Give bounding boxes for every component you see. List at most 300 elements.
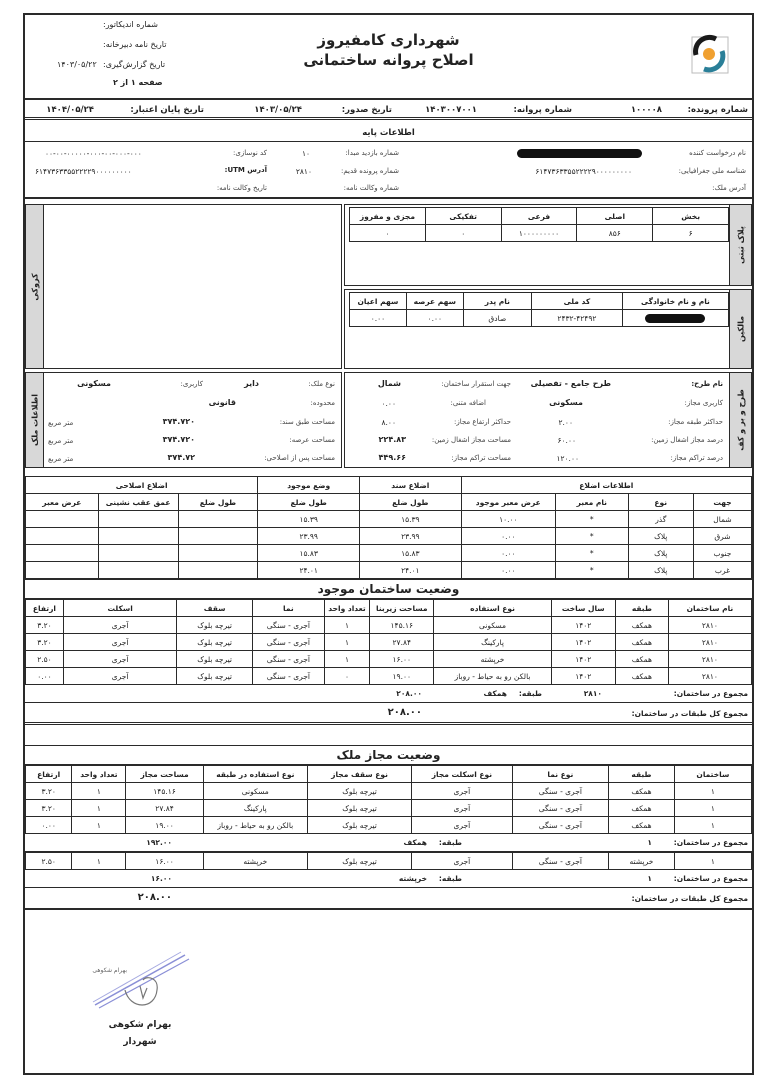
existing-header-8: اسکلت bbox=[63, 600, 176, 617]
basic-info-title: اطلاعات پایه bbox=[25, 124, 752, 142]
existing-row-cell-8: آجری bbox=[63, 651, 176, 668]
existing-header-4: مساحت زیربنا bbox=[370, 600, 434, 617]
municipality-name: شهرداری کامفیروز bbox=[317, 31, 460, 49]
owners-header-1: کد ملی bbox=[531, 293, 622, 310]
sides-header-5: طول ضلع bbox=[258, 494, 360, 511]
applicant-label: نام درخواست کننده bbox=[689, 149, 746, 157]
sides-row-cell-1: پلاک bbox=[628, 562, 693, 579]
existing-row-cell-0: ۲۸۱۰ bbox=[668, 634, 751, 651]
owners-cell-4: ۰.۰۰ bbox=[350, 310, 407, 327]
sides-header-0: جهت bbox=[693, 494, 751, 511]
existing-row bbox=[26, 651, 752, 668]
allowed-sum-b-building: ۱ bbox=[647, 874, 652, 883]
sides-row-cell-1: گذر bbox=[628, 511, 693, 528]
max-floors-label: حداکثر طبقه مجاز: bbox=[668, 418, 723, 426]
permit-no: ۱۴۰۳۰۰۷۰۰۱ bbox=[425, 105, 477, 115]
allowed-row-cell-5: خرپشته bbox=[203, 853, 307, 870]
existing-sum-floor-label: طبقه: bbox=[518, 689, 542, 698]
allowed-sum-b-floor-label: طبقه: bbox=[438, 874, 462, 883]
owners-cell-3: ۰.۰۰ bbox=[406, 310, 463, 327]
existing-row-cell-3: بالکن رو به حیاط - روباز bbox=[434, 668, 551, 685]
existing-sum-value: ۲۰۸.۰۰ bbox=[396, 689, 422, 698]
address-label: آدرس ملک: bbox=[712, 184, 746, 192]
allowed-row-cell-3: آجری bbox=[412, 853, 512, 870]
allowed-sum-b-value: ۱۶.۰۰ bbox=[150, 874, 172, 883]
allowed-sum-a-value: ۱۹۲.۰۰ bbox=[146, 838, 172, 847]
basic-info-section bbox=[25, 124, 752, 199]
existing-row bbox=[26, 617, 752, 634]
allowed-row-cell-0: ۱ bbox=[674, 800, 751, 817]
sides-group-info: اطلاعات اضلاع bbox=[461, 477, 751, 494]
after-fix-area: ۳۷۴.۷۲ bbox=[167, 453, 195, 462]
plate-cell-1: ۸۵۶ bbox=[577, 225, 653, 242]
sides-row bbox=[26, 528, 752, 545]
allowed-sum-row-b bbox=[25, 870, 752, 888]
sides-row-cell-4: ۲۴.۰۱ bbox=[360, 562, 462, 579]
owners-label-text: مالکین bbox=[736, 315, 745, 343]
plan-info-label-text: طرح و بر و کف bbox=[736, 389, 745, 451]
existing-building-section bbox=[25, 578, 752, 725]
sides-row-cell-5: ۲۴.۰۱ bbox=[258, 562, 360, 579]
visit-no: ۱۰ bbox=[301, 149, 310, 158]
allowed-sum-b-label: مجموع در ساختمان: bbox=[673, 874, 748, 883]
plate-header-1: اصلی bbox=[577, 208, 653, 225]
sides-row-cell-6 bbox=[178, 562, 258, 579]
allowed-row-cell-6: ۱۴۵.۱۶ bbox=[126, 783, 203, 800]
existing-row-cell-9: ۰.۰۰ bbox=[26, 668, 64, 685]
max-height: ۸.۰۰ bbox=[381, 418, 396, 427]
allowed-header-7: تعداد واحد bbox=[72, 766, 126, 783]
old-case-label: شماره پرونده قدیم: bbox=[340, 167, 399, 175]
expiry-date-label: تاریخ پایان اعتبار: bbox=[130, 105, 204, 115]
deed-area-unit: متر مربع bbox=[48, 419, 74, 427]
property-type: دایر bbox=[244, 379, 259, 388]
permit-no-label: شماره پروانه: bbox=[513, 105, 572, 115]
sides-row-cell-7 bbox=[98, 528, 178, 545]
sides-row-cell-1: پلاک bbox=[628, 528, 693, 545]
allowed-use: مسکونی bbox=[549, 398, 583, 407]
plate-header-3: تفکیکی bbox=[425, 208, 501, 225]
plate-cell-4: ۰ bbox=[350, 225, 426, 242]
density-pct: ۱۲۰.۰۰ bbox=[556, 454, 579, 463]
allowed-row-cell-5: مسکونی bbox=[203, 783, 307, 800]
existing-sum-building: ۲۸۱۰ bbox=[583, 689, 602, 698]
sides-row-cell-5: ۲۳.۹۹ bbox=[258, 528, 360, 545]
sides-row-cell-6 bbox=[178, 511, 258, 528]
plan-name: طرح جامع - تفصیلی bbox=[530, 379, 611, 388]
sides-group-corrected: اضلاع اصلاحی bbox=[26, 477, 258, 494]
existing-row-cell-4: ۱۶.۰۰ bbox=[370, 651, 434, 668]
document-title: اصلاح پروانه ساختمانی bbox=[303, 51, 474, 69]
sides-row-cell-0: شرق bbox=[693, 528, 751, 545]
owners-side-label bbox=[729, 290, 751, 368]
sides-group-existing: وضع موجود bbox=[258, 477, 360, 494]
sides-row-cell-7 bbox=[98, 562, 178, 579]
sides-row-cell-3: ۱۰.۰۰ bbox=[461, 511, 555, 528]
existing-header-2: سال ساخت bbox=[551, 600, 615, 617]
lot-area-unit: متر مربع bbox=[48, 437, 74, 445]
existing-header-7: سقف bbox=[177, 600, 253, 617]
existing-row-cell-6: آجری - سنگی bbox=[252, 617, 324, 634]
allowed-row-cell-1: همکف bbox=[609, 817, 675, 834]
allowed-header-0: ساختمان bbox=[674, 766, 751, 783]
property-type-label: نوع ملک: bbox=[308, 380, 335, 388]
sides-row-cell-2: * bbox=[556, 545, 629, 562]
existing-row-cell-9: ۲.۵۰ bbox=[26, 651, 64, 668]
existing-total-label: مجموع کل طبقات در ساختمان: bbox=[631, 709, 748, 718]
existing-building-table bbox=[25, 599, 752, 685]
visit-no-label: شماره بازدید مبدا: bbox=[345, 149, 399, 157]
existing-row-cell-3: خرپشته bbox=[434, 651, 551, 668]
allowed-row-cell-3: آجری bbox=[412, 817, 512, 834]
existing-row-cell-1: همکف bbox=[615, 634, 668, 651]
page-indicator: صفحه ۱ از ۲ bbox=[113, 78, 163, 87]
sides-header-1: نوع bbox=[628, 494, 693, 511]
allowed-row-cell-7: ۱ bbox=[72, 783, 126, 800]
allowed-total-row bbox=[25, 888, 752, 910]
owners-cell-1: ۲۴۳۲-۴۲۴۹۲ bbox=[531, 310, 622, 327]
property-info-side-label bbox=[26, 373, 44, 467]
owners-header-2: نام پدر bbox=[463, 293, 531, 310]
existing-building-title: وضعیت ساختمان موجود bbox=[25, 580, 752, 599]
sides-row-cell-5: ۱۵.۸۳ bbox=[258, 545, 360, 562]
existing-row-cell-5: ۱ bbox=[324, 634, 369, 651]
sides-header-7: عمق عقب نشینی bbox=[98, 494, 178, 511]
sketch-box bbox=[25, 204, 342, 369]
sides-row-cell-0: شمال bbox=[693, 511, 751, 528]
existing-row-cell-7: تیرچه بلوک bbox=[177, 651, 253, 668]
after-fix-area-unit: متر مربع bbox=[48, 455, 74, 463]
existing-row-cell-2: ۱۴۰۲ bbox=[551, 668, 615, 685]
geo-id-label: شناسه ملی جغرافیایی: bbox=[678, 167, 746, 175]
utm-value: ۶۱۴۷۳۶۳۳۵۵۲۲۲۲۹۰۰۰۰۰۰۰۰۰ bbox=[35, 167, 132, 176]
allowed-status-table-a bbox=[25, 765, 752, 834]
sides-row-cell-7 bbox=[98, 511, 178, 528]
power-date-label: تاریخ وکالت نامه: bbox=[216, 184, 267, 192]
existing-row-cell-8: آجری bbox=[63, 634, 176, 651]
sides-row-cell-3: ۰.۰۰ bbox=[461, 528, 555, 545]
existing-row-cell-0: ۲۸۱۰ bbox=[668, 651, 751, 668]
allowed-row-cell-3: آجری bbox=[412, 800, 512, 817]
deed-area: ۳۷۴.۷۲۰ bbox=[162, 417, 195, 426]
allowed-row-cell-5: بالکن رو به حیاط - روباز bbox=[203, 817, 307, 834]
sides-header-4: طول ضلع bbox=[360, 494, 462, 511]
issue-date-label: تاریخ صدور: bbox=[341, 105, 392, 115]
indicator-label: شماره اندیکاتور: bbox=[103, 20, 159, 29]
existing-header-1: طبقه bbox=[615, 600, 668, 617]
sides-row-cell-3: ۰.۰۰ bbox=[461, 562, 555, 579]
renovation-code: ۰۰-۰۰-۰۰۰۰۰-۰۰۰-۰۰-۰۰۰-۰۰۰ bbox=[45, 149, 142, 158]
existing-sum-row bbox=[25, 685, 752, 703]
allowed-sum-a-floor-label: طبقه: bbox=[438, 838, 462, 847]
existing-row-cell-8: آجری bbox=[63, 668, 176, 685]
registry-plate-side-label bbox=[729, 205, 751, 285]
existing-row-cell-4: ۲۷.۸۴ bbox=[370, 634, 434, 651]
existing-total-value: ۲۰۸.۰۰ bbox=[387, 707, 422, 718]
extra-height-label: اضافه متنی: bbox=[450, 399, 486, 407]
owners-header-0: نام و نام خانوادگی bbox=[622, 293, 728, 310]
zone-value: قانونی bbox=[208, 398, 236, 407]
density-pct-label: درصد تراکم مجاز: bbox=[670, 454, 723, 462]
sides-row-cell-2: * bbox=[556, 511, 629, 528]
case-no-label: شماره پرونده: bbox=[687, 105, 748, 115]
renovation-code-label: کد نوسازی: bbox=[232, 149, 267, 157]
existing-row bbox=[26, 668, 752, 685]
mayor-name: بهرام شکوهی bbox=[108, 1020, 172, 1030]
plan-name-label: نام طرح: bbox=[691, 380, 723, 388]
allowed-row-cell-4: تیرچه بلوک bbox=[307, 783, 411, 800]
orientation: شمال bbox=[377, 379, 401, 388]
after-fix-area-label: مساحت پس از اصلاحی: bbox=[264, 454, 335, 462]
lot-area-label: مساحت عرصه: bbox=[289, 436, 335, 444]
allowed-row-cell-2: آجری - سنگی bbox=[512, 783, 609, 800]
allowed-row-cell-5: پارکینگ bbox=[203, 800, 307, 817]
case-no: ۱۰۰۰۰۸ bbox=[630, 105, 662, 115]
allowed-status-table-b bbox=[25, 852, 752, 870]
sides-header-6: طول ضلع bbox=[178, 494, 258, 511]
sides-row-cell-4: ۱۵.۸۳ bbox=[360, 545, 462, 562]
owners-box bbox=[344, 289, 752, 369]
old-case-no: ۲۸۱۰ bbox=[295, 167, 312, 176]
allowed-header-2: نوع نما bbox=[512, 766, 609, 783]
existing-row-cell-2: ۱۴۰۲ bbox=[551, 634, 615, 651]
secretariat-date-label: تاریخ نامه دبیرخانه: bbox=[103, 40, 167, 49]
occupancy-area-label: مساحت مجاز اشغال زمین: bbox=[431, 436, 511, 444]
sides-row bbox=[26, 562, 752, 579]
allowed-row-cell-8: ۲.۵۰ bbox=[26, 853, 72, 870]
max-floors: ۲.۰۰ bbox=[558, 418, 573, 427]
registry-plate-label-text: پلاک ثبتی bbox=[736, 226, 745, 264]
existing-row-cell-5: ۱ bbox=[324, 617, 369, 634]
permit-bar bbox=[25, 100, 752, 120]
sides-section bbox=[25, 476, 752, 579]
existing-row-cell-5: ۱ bbox=[324, 651, 369, 668]
permit-document bbox=[23, 13, 754, 1075]
property-usage-label: کاربری: bbox=[180, 380, 203, 388]
sides-row-cell-3: ۰.۰۰ bbox=[461, 545, 555, 562]
svg-text:بهرام شکوهی: بهرام شکوهی bbox=[92, 967, 127, 974]
extra-height: ۰.۰۰ bbox=[381, 399, 396, 408]
existing-row-cell-7: تیرچه بلوک bbox=[177, 617, 253, 634]
allowed-sum-b-floor: خرپشته bbox=[398, 874, 427, 883]
existing-row-cell-4: ۱۴۵.۱۶ bbox=[370, 617, 434, 634]
report-date-label: تاریخ گزارش‌گیری: bbox=[103, 60, 166, 69]
existing-row-cell-7: تیرچه بلوک bbox=[177, 668, 253, 685]
occupancy-area: ۲۲۴.۸۳ bbox=[378, 435, 406, 444]
existing-header-9: ارتفاع bbox=[26, 600, 64, 617]
mayor-role: شهردار bbox=[123, 1037, 157, 1047]
existing-row-cell-6: آجری - سنگی bbox=[252, 651, 324, 668]
occupancy-pct: ۶۰.۰۰ bbox=[557, 436, 576, 445]
sides-row-cell-8 bbox=[26, 528, 99, 545]
max-height-label: حداکثر ارتفاع مجاز: bbox=[454, 418, 511, 426]
existing-row-cell-9: ۳.۲۰ bbox=[26, 617, 64, 634]
allowed-row-cell-7: ۱ bbox=[72, 817, 126, 834]
sides-row-cell-1: پلاک bbox=[628, 545, 693, 562]
plate-cell-2: ۱۰۰۰۰۰۰۰۰۰ bbox=[501, 225, 577, 242]
sides-row-cell-0: جنوب bbox=[693, 545, 751, 562]
allowed-row bbox=[26, 783, 752, 800]
existing-row-cell-5: ۰ bbox=[324, 668, 369, 685]
sides-row-cell-4: ۲۳.۹۹ bbox=[360, 528, 462, 545]
sides-header-2: نام معبر bbox=[556, 494, 629, 511]
property-info-label-text: اطلاعات ملک bbox=[30, 393, 39, 447]
allowed-row-cell-0: ۱ bbox=[674, 783, 751, 800]
property-info-box bbox=[25, 372, 342, 468]
existing-row-cell-2: ۱۴۰۲ bbox=[551, 617, 615, 634]
owners-table bbox=[349, 292, 729, 327]
deed-area-label: مساحت طبق سند: bbox=[279, 418, 335, 426]
geo-id: ۶۱۴۷۳۶۳۳۵۵۲۲۲۲۹۰۰۰۰۰۰۰۰۰ bbox=[535, 167, 632, 176]
allowed-sum-row-a bbox=[25, 834, 752, 852]
existing-row-cell-2: ۱۴۰۲ bbox=[551, 651, 615, 668]
allowed-header-3: نوع اسکلت مجاز bbox=[412, 766, 512, 783]
sides-row-cell-2: * bbox=[556, 562, 629, 579]
existing-row-cell-6: آجری - سنگی bbox=[252, 668, 324, 685]
allowed-row bbox=[26, 800, 752, 817]
existing-header-0: نام ساختمان bbox=[668, 600, 751, 617]
existing-row-cell-3: مسکونی bbox=[434, 617, 551, 634]
report-date: ۱۴۰۳/۰۵/۲۲ bbox=[57, 60, 97, 69]
owners-header-3: سهم عرصه bbox=[406, 293, 463, 310]
existing-row-cell-0: ۲۸۱۰ bbox=[668, 668, 751, 685]
occupancy-pct-label: درصد مجاز اشغال زمین: bbox=[651, 436, 723, 444]
existing-row-cell-1: همکف bbox=[615, 617, 668, 634]
plate-header-0: بخش bbox=[653, 208, 729, 225]
allowed-row-cell-1: همکف bbox=[609, 783, 675, 800]
allowed-row-cell-2: آجری - سنگی bbox=[512, 853, 609, 870]
sketch-label-text: کروکی bbox=[30, 272, 39, 301]
allowed-total-value: ۲۰۸.۰۰ bbox=[137, 892, 172, 903]
allowed-row-cell-2: آجری - سنگی bbox=[512, 817, 609, 834]
existing-row-cell-3: پارکینگ bbox=[434, 634, 551, 651]
density-area-label: مساحت تراکم مجاز: bbox=[451, 454, 511, 462]
property-usage: مسکونی bbox=[77, 379, 111, 388]
registry-plate-box bbox=[344, 204, 752, 286]
sides-row-cell-6 bbox=[178, 545, 258, 562]
sides-row bbox=[26, 545, 752, 562]
owners-header-4: سهم اعیان bbox=[350, 293, 407, 310]
owners-cell-0 bbox=[622, 310, 728, 327]
density-area: ۴۴۹.۶۶ bbox=[378, 453, 406, 462]
allowed-row bbox=[26, 817, 752, 834]
allowed-header-4: نوع سقف مجاز bbox=[307, 766, 411, 783]
sides-row-cell-8 bbox=[26, 562, 99, 579]
existing-header-5: تعداد واحد bbox=[324, 600, 369, 617]
sides-row-cell-5: ۱۵.۳۹ bbox=[258, 511, 360, 528]
plate-header-4: مجزی و مفروز bbox=[350, 208, 426, 225]
existing-sum-floor: همکف bbox=[483, 689, 507, 698]
allowed-row-cell-8: ۳.۲۰ bbox=[26, 800, 72, 817]
allowed-sum-a-label: مجموع در ساختمان: bbox=[673, 838, 748, 847]
allowed-row-cell-6: ۲۷.۸۴ bbox=[126, 800, 203, 817]
allowed-total-label: مجموع کل طبقات در ساختمان: bbox=[631, 894, 748, 903]
allowed-header-6: مساحت مجاز bbox=[126, 766, 203, 783]
sides-row-cell-4: ۱۵.۳۹ bbox=[360, 511, 462, 528]
existing-row-cell-9: ۳.۲۰ bbox=[26, 634, 64, 651]
sides-header-8: عرض معبر bbox=[26, 494, 99, 511]
power-no-label: شماره وکالت نامه: bbox=[343, 184, 399, 192]
allowed-sum-a-floor: همکف bbox=[403, 838, 427, 847]
allowed-status-title: وضعیت مجاز ملک bbox=[25, 745, 752, 765]
utm-label: آدرس UTM: bbox=[224, 166, 267, 174]
registry-plate-table bbox=[349, 207, 729, 242]
existing-row-cell-4: ۱۹.۰۰ bbox=[370, 668, 434, 685]
mayor-signature-stamp bbox=[85, 950, 195, 1020]
existing-header-6: نما bbox=[252, 600, 324, 617]
plan-info-side-label bbox=[729, 373, 751, 467]
sides-row-cell-8 bbox=[26, 511, 99, 528]
allowed-row-cell-1: خرپشته bbox=[609, 853, 675, 870]
plate-cell-3: ۰ bbox=[425, 225, 501, 242]
sketch-side-label bbox=[26, 205, 44, 368]
plate-cell-0: ۶ bbox=[653, 225, 729, 242]
allowed-header-8: ارتفاع bbox=[26, 766, 72, 783]
allowed-header-5: نوع استفاده در طبقه bbox=[203, 766, 307, 783]
allowed-row-cell-3: آجری bbox=[412, 783, 512, 800]
plate-header-2: فرعی bbox=[501, 208, 577, 225]
allowed-sum-a-building: ۱ bbox=[647, 838, 652, 847]
allowed-row-cell-4: تیرچه بلوک bbox=[307, 817, 411, 834]
sides-row bbox=[26, 511, 752, 528]
allowed-row-cell-8: ۳.۲۰ bbox=[26, 783, 72, 800]
allowed-header-1: طبقه bbox=[609, 766, 675, 783]
existing-row-cell-1: همکف bbox=[615, 651, 668, 668]
allowed-row-cell-6: ۱۶.۰۰ bbox=[126, 853, 203, 870]
existing-row-cell-7: تیرچه بلوک bbox=[177, 634, 253, 651]
issue-date: ۱۴۰۳/۰۵/۲۴ bbox=[254, 105, 302, 115]
sides-header-3: عرض معبر موجود bbox=[461, 494, 555, 511]
allowed-row-cell-7: ۱ bbox=[72, 853, 126, 870]
sides-table bbox=[25, 476, 752, 579]
allowed-row-cell-1: همکف bbox=[609, 800, 675, 817]
allowed-row-cell-8: ۰.۰۰ bbox=[26, 817, 72, 834]
allowed-row-cell-7: ۱ bbox=[72, 800, 126, 817]
sides-row-cell-0: غرب bbox=[693, 562, 751, 579]
sides-row-cell-2: * bbox=[556, 528, 629, 545]
allowed-row-cell-0: ۱ bbox=[674, 853, 751, 870]
redacted-applicant-name bbox=[517, 149, 642, 158]
existing-row-cell-0: ۲۸۱۰ bbox=[668, 617, 751, 634]
allowed-row bbox=[26, 853, 752, 870]
existing-sum-label: مجموع در ساختمان: bbox=[673, 689, 748, 698]
allowed-row-cell-2: آجری - سنگی bbox=[512, 800, 609, 817]
sides-row-cell-6 bbox=[178, 528, 258, 545]
existing-total-row bbox=[25, 703, 752, 725]
sides-row-cell-7 bbox=[98, 545, 178, 562]
existing-row-cell-6: آجری - سنگی bbox=[252, 634, 324, 651]
allowed-row-cell-4: تیرچه بلوک bbox=[307, 800, 411, 817]
existing-header-3: نوع استفاده bbox=[434, 600, 551, 617]
allowed-row-cell-6: ۱۹.۰۰ bbox=[126, 817, 203, 834]
zone-label: محدوده: bbox=[310, 399, 335, 407]
allowed-row-cell-4: تیرچه بلوک bbox=[307, 853, 411, 870]
allowed-use-label: کاربری مجاز: bbox=[684, 399, 723, 407]
redacted-owner-name bbox=[645, 314, 705, 323]
allowed-status-section bbox=[25, 745, 752, 910]
sides-row-cell-8 bbox=[26, 545, 99, 562]
sides-group-deed: اضلاع سند bbox=[360, 477, 462, 494]
orientation-label: جهت استقرار ساختمان: bbox=[441, 380, 511, 388]
document-header bbox=[25, 15, 752, 100]
expiry-date: ۱۴۰۴/۰۵/۲۴ bbox=[46, 105, 94, 115]
existing-row bbox=[26, 634, 752, 651]
lot-area: ۳۷۴.۷۲۰ bbox=[162, 435, 195, 444]
allowed-row-cell-0: ۱ bbox=[674, 817, 751, 834]
plan-info-box bbox=[344, 372, 752, 468]
existing-row-cell-8: آجری bbox=[63, 617, 176, 634]
existing-row-cell-1: همکف bbox=[615, 668, 668, 685]
